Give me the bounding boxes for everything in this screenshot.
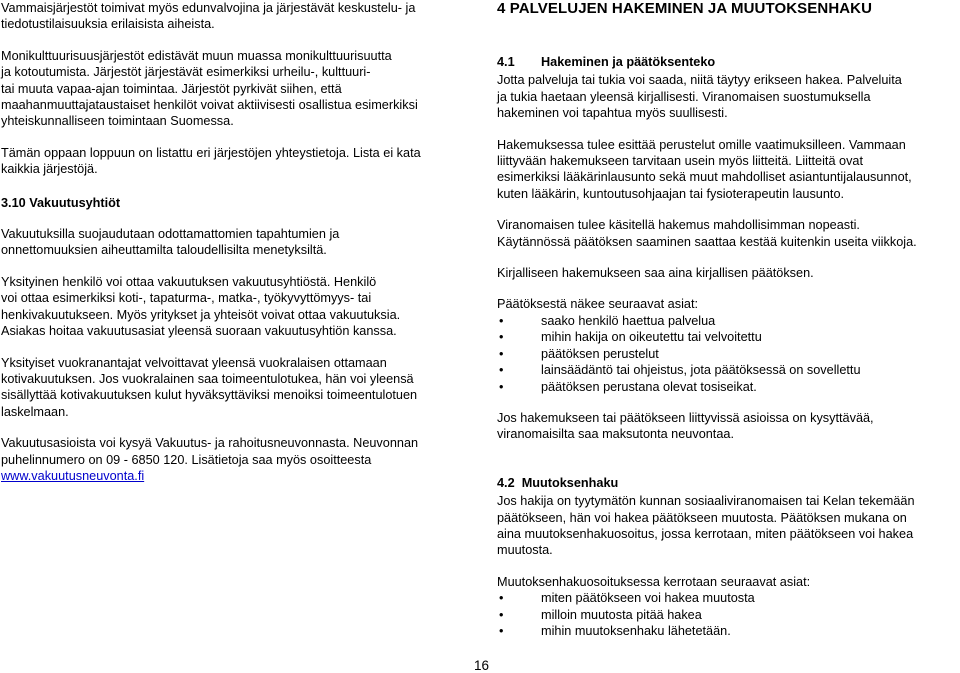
paragraph-home-insurance: Yksityiset vuokranantajat velvoittavat yleensä vuokralaisen ottamaan kotivakuutuksen. Jos vuokralainen saa toimeentulotukea, hän voi yleensä sisällyttää kotivakuutuksen kulut hyväksyttäviksi menoiksi toimeentulotuen laskelmaan. [1, 355, 418, 419]
paragraph-disability-orgs: Vammaisjärjestöt toimivat myös edunvalvojina ja järjestävät keskustelu- ja tiedotustilaisuuksia erilaisista aiheista. [1, 1, 416, 32]
paragraph-multicultural-orgs: Monikulttuurisuusjärjestöt edistävät muun muassa monikulttuurisuutta ja kotoutumista. Järjestöt järjestävät esimerkiksi urheilu-, kulttuuri- tai muuta vapaa-ajan toimintaa. Järjestöt pyrkivät siihen, että maahanmuuttajataustaiset henkilöt voivat aktiivisesti osallistua esimerkiksi yhteiskunnalliseen toimintaan Suomessa. [1, 48, 418, 129]
page-number: 16 [474, 658, 490, 673]
paragraph-appeal: Jos hakija on tyytymätön kunnan sosiaaliviranomaisen tai Kelan tekemään päätökseen, hän voi hakea päätökseen muutosta. Päätöksen mukana on aina muutoksenhakuosoitus, jossa kerrotaan, miten päätökseen voi hakea muutosta. [497, 494, 915, 558]
decision-contents-list [497, 313, 959, 395]
paragraph-processing-time: Viranomaisen tulee käsitellä hakemus mahdollisimman nopeasti. Käytännössä päätöksen saaminen saattaa kestää kuitenkin useita viikkoja. [497, 218, 917, 249]
list-item: • päätöksen perustelut [499, 346, 659, 361]
section-heading-insurance: 3.10 Vakuutusyhtiöt [1, 195, 121, 210]
list-item: • miten päätökseen voi hakea muutosta [499, 591, 755, 606]
paragraph-free-advice: Jos hakemukseen tai päätökseen liittyvissä asioissa on kysyttävää, viranomaisilta saa maksutonta neuvontaa. [497, 410, 874, 442]
list-item: • mihin muutoksenhaku lähetetään. [499, 623, 731, 638]
list-item: • päätöksen perustana olevat tosiseikat. [499, 379, 757, 394]
chapter-heading: 4 PALVELUJEN HAKEMINEN JA MUUTOKSENHAKU [497, 0, 873, 17]
list-item: • mihin hakija on oikeutettu tai velvoitettu [499, 330, 762, 345]
paragraph-insurance-intro: Vakuutuksilla suojaudutaan odottamattomien tapahtumien ja onnettomuuksien aiheuttamilta taloudellisilta menetyksiltä. [1, 227, 340, 258]
left-column [1, 0, 473, 484]
list-item: • saako henkilö haettua palvelua [499, 313, 716, 328]
paragraph-insurance-advice: Vakuutusasioista voi kysyä Vakuutus- ja rahoitusneuvonnasta. Neuvonnan puhelinnumero on 09 - 6850 120. Lisätietoja saa myös osoitteesta www.vakuutusneuvonta.fi [1, 436, 419, 483]
right-column [497, 0, 959, 639]
list-intro-appeal-instructions: Muutoksenhakuosoituksessa kerrotaan seuraavat asiat: [497, 574, 811, 589]
paragraph-written-decision: Kirjalliseen hakemukseen saa aina kirjallisen päätöksen. [497, 266, 814, 281]
paragraph-contacts-note: Tämän oppaan loppuun on listattu eri järjestöjen yhteystietoja. Lista ei kata kaikkia järjestöjä. [1, 145, 421, 177]
insurance-advice-link[interactable]: www.vakuutusneuvonta.fi [1, 468, 145, 483]
list-item: • milloin muutosta pitää hakea [499, 607, 702, 622]
list-item: • lainsäädäntö tai ohjeistus, jota päätöksessä on sovellettu [499, 363, 861, 378]
section-heading-4-2: 4.2 Muutoksenhaku [497, 475, 619, 490]
appeal-instructions-list [497, 590, 959, 639]
list-intro-decision-contents: Päätöksestä näkee seuraavat asiat: [497, 297, 699, 312]
paragraph-application-grounds: Hakemuksessa tulee esittää perustelut omille vaatimuksilleen. Vammaan liittyvään hakemukseen tarvitaan usein myös liitteitä. Liitteitä ovat esimerkiksi lääkärinlausunto sekä muut mahdolliset asiantuntijalausunnot, kuten lääkärin, kuntoutusohjaajan tai fysioterapeutin lausunto. [497, 137, 912, 201]
section-heading-4-1: 4.1 Hakeminen ja päätöksenteko [497, 55, 716, 69]
paragraph-private-insurance: Yksityinen henkilö voi ottaa vakuutuksen vakuutusyhtiöstä. Henkilö voi ottaa esimerkiksi koti-, tapaturma-, matka-, työkyvyttömyys- tai henkivakuutukseen. Myös yritykset ja yhteisöt voivat ottaa vakuutuksia. Asiakas hoitaa vakuutusasiat yleensä suoraan vakuutusyhtiön kanssa. [1, 274, 401, 339]
paragraph-applying: Jotta palveluja tai tukia voi saada, niitä täytyy erikseen hakea. Palveluita ja tukia haetaan yleensä kirjallisesti. Viranomaisen suostumuksella hakeminen voi tapahtua myös suullisesti. [497, 73, 902, 121]
